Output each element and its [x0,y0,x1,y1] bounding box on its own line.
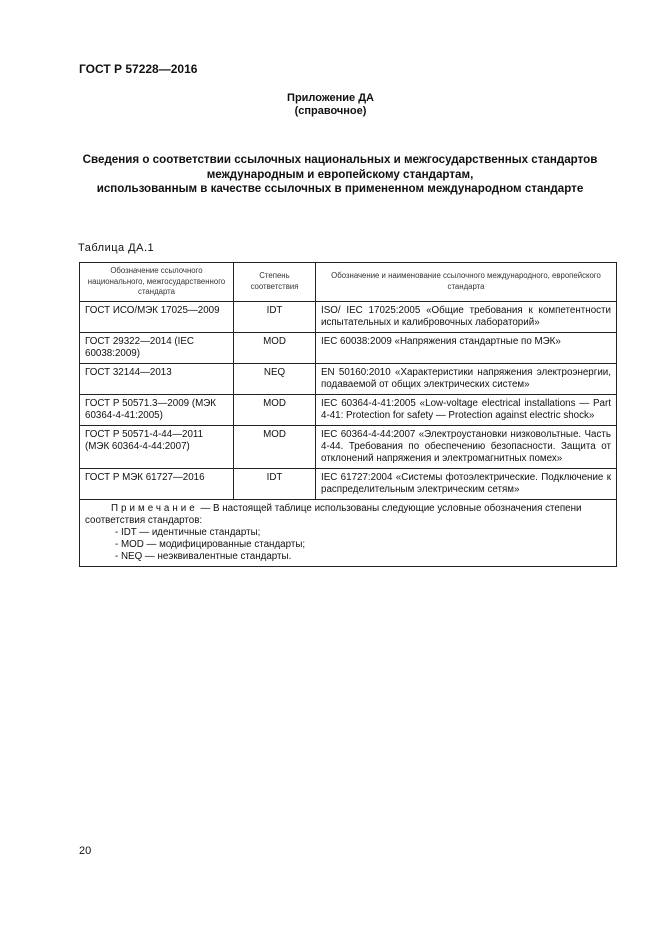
document-code: ГОСТ Р 57228—2016 [79,62,198,76]
international-standard-cell: EN 50160:2010 «Характеристики напряжения электроэнергии, подаваемой от общих электрических систем» [316,363,617,394]
degree-cell: IDT [234,468,316,499]
table-row [80,425,617,468]
correspondence-table [79,262,617,567]
international-standard-cell: IEC 61727:2004 «Системы фотоэлектрические. Подключение к распределительным электрическим сетям» [316,468,617,499]
degree-cell: IDT [234,301,316,332]
table-row [80,301,617,332]
section-heading [60,153,620,197]
note-item: - IDT — идентичные стандарты; [115,526,261,538]
degree-cell: MOD [234,425,316,468]
heading-line: использованным в качестве ссылочных в примененном международном стандарте [96,182,584,195]
annex-title: Приложение ДА [287,92,374,104]
international-standard-cell: IEC 60038:2009 «Напряжения стандартные по МЭК» [316,332,617,363]
national-standard-cell: ГОСТ Р 50571-4-44—2011 (МЭК 60364-4-44:2007) [80,425,234,468]
column-header-national: Обозначение ссылочного национального, межгосударственного стандарта [80,263,234,302]
annex-heading [0,92,661,118]
national-standard-cell: ГОСТ ИСО/МЭК 17025—2009 [80,301,234,332]
column-header-international: Обозначение и наименование ссылочного международного, европейского стандарта [316,263,617,302]
international-standard-cell: IEC 60364-4-44:2007 «Электроустановки низковольтные. Часть 4-44. Требования по обеспечению безопасности. Защита от отклонений напряжения и электромагнитных помех» [316,425,617,468]
table-row [80,394,617,425]
column-header-degree: Степень соответствия [234,263,316,302]
heading-line: Сведения о соответствии ссылочных национальных и межгосударственных стандартов [82,153,598,166]
degree-cell: MOD [234,332,316,363]
page-number: 20 [79,845,92,857]
note-text: — В настоящей таблице использованы следующие условные обозначения степени соответствия стандартов: [85,502,582,526]
degree-cell: NEQ [234,363,316,394]
national-standard-cell: ГОСТ 32144—2013 [80,363,234,394]
note-label: Примечание [111,502,198,514]
table-caption: Таблица ДА.1 [78,242,155,254]
table-row [80,363,617,394]
note-item: - MOD — модифицированные стандарты; [115,538,306,550]
national-standard-cell: ГОСТ Р 50571.3—2009 (МЭК 60364-4-41:2005) [80,394,234,425]
heading-line: международным и европейскому стандартам, [206,167,474,181]
note-item: - NEQ — неэквивалентные стандарты. [115,550,292,562]
table-note-row [80,499,617,566]
degree-cell: MOD [234,394,316,425]
table-header-row [80,263,617,302]
national-standard-cell: ГОСТ Р МЭК 61727—2016 [80,468,234,499]
table-note [80,499,617,566]
table-row [80,468,617,499]
national-standard-cell: ГОСТ 29322—2014 (IEC 60038:2009) [80,332,234,363]
table-row [80,332,617,363]
international-standard-cell: IEC 60364-4-41:2005 «Low-voltage electrical installations — Part 4-41: Protection for safety — Protection against electric shock» [316,394,617,425]
annex-subtitle: (справочное) [294,105,367,117]
international-standard-cell: ISO/ IEC 17025:2005 «Общие требования к компетентности испытательных и калибровочных лабораторий» [316,301,617,332]
